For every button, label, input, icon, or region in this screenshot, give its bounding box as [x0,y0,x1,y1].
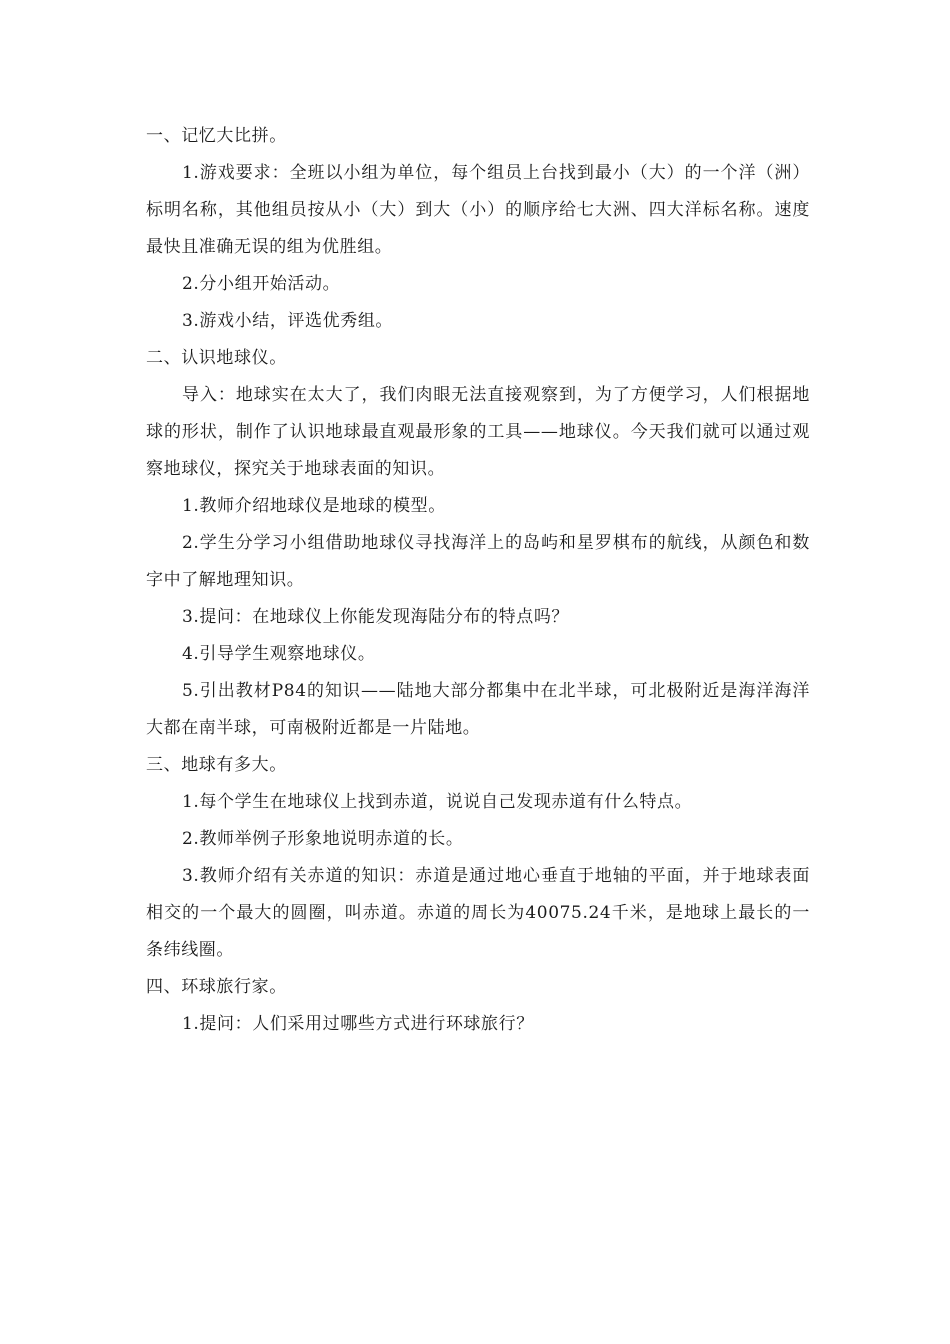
section-earth-size [146,747,810,969]
paragraph: 1.每个学生在地球仪上找到赤道，说说自己发现赤道有什么特点。 [182,792,693,812]
section-globe [146,340,810,747]
section-memory-game [146,118,810,340]
paragraph: 2.学生分学习小组借助地球仪寻找海洋上的岛屿和星罗棋布的航线，从颜色和数字中了解地理知识。 [146,533,810,590]
paragraph: 4.引导学生观察地球仪。 [182,644,376,664]
section-heading: 二、认识地球仪。 [146,348,287,368]
section-heading: 三、地球有多大。 [146,755,287,775]
section-heading: 四、环球旅行家。 [146,977,287,997]
paragraph: 2.教师举例子形象地说明赤道的长。 [182,829,464,849]
paragraph: 5.引出教材P84的知识——陆地大部分都集中在北半球，可北极附近是海洋海洋大都在南半球，可南极附近都是一片陆地。 [146,681,810,738]
paragraph: 1.游戏要求：全班以小组为单位，每个组员上台找到最小（大）的一个洋（洲）标明名称，其他组员按从小（大）到大（小）的顺序给七大洲、四大洋标名称。速度最快且准确无误的组为优胜组。 [146,163,810,257]
paragraph: 3.游戏小结，评选优秀组。 [182,311,394,331]
paragraph: 2.分小组开始活动。 [182,274,341,294]
paragraph: 1.提问：人们采用过哪些方式进行环球旅行？ [182,1014,534,1034]
document-page [146,118,810,1043]
section-world-traveler [146,969,810,1043]
paragraph: 3.提问：在地球仪上你能发现海陆分布的特点吗？ [182,607,570,627]
paragraph: 1.教师介绍地球仪是地球的模型。 [182,496,446,516]
paragraph: 导入：地球实在太大了，我们肉眼无法直接观察到，为了方便学习，人们根据地球的形状，制作了认识地球最直观最形象的工具——地球仪。今天我们就可以通过观察地球仪，探究关于地球表面的知识。 [146,385,810,479]
paragraph: 3.教师介绍有关赤道的知识：赤道是通过地心垂直于地轴的平面，并于地球表面相交的一个最大的圆圈，叫赤道。赤道的周长为40075.24千米，是地球上最长的一条纬线圈。 [146,866,810,960]
section-heading: 一、记忆大比拼。 [146,126,287,146]
